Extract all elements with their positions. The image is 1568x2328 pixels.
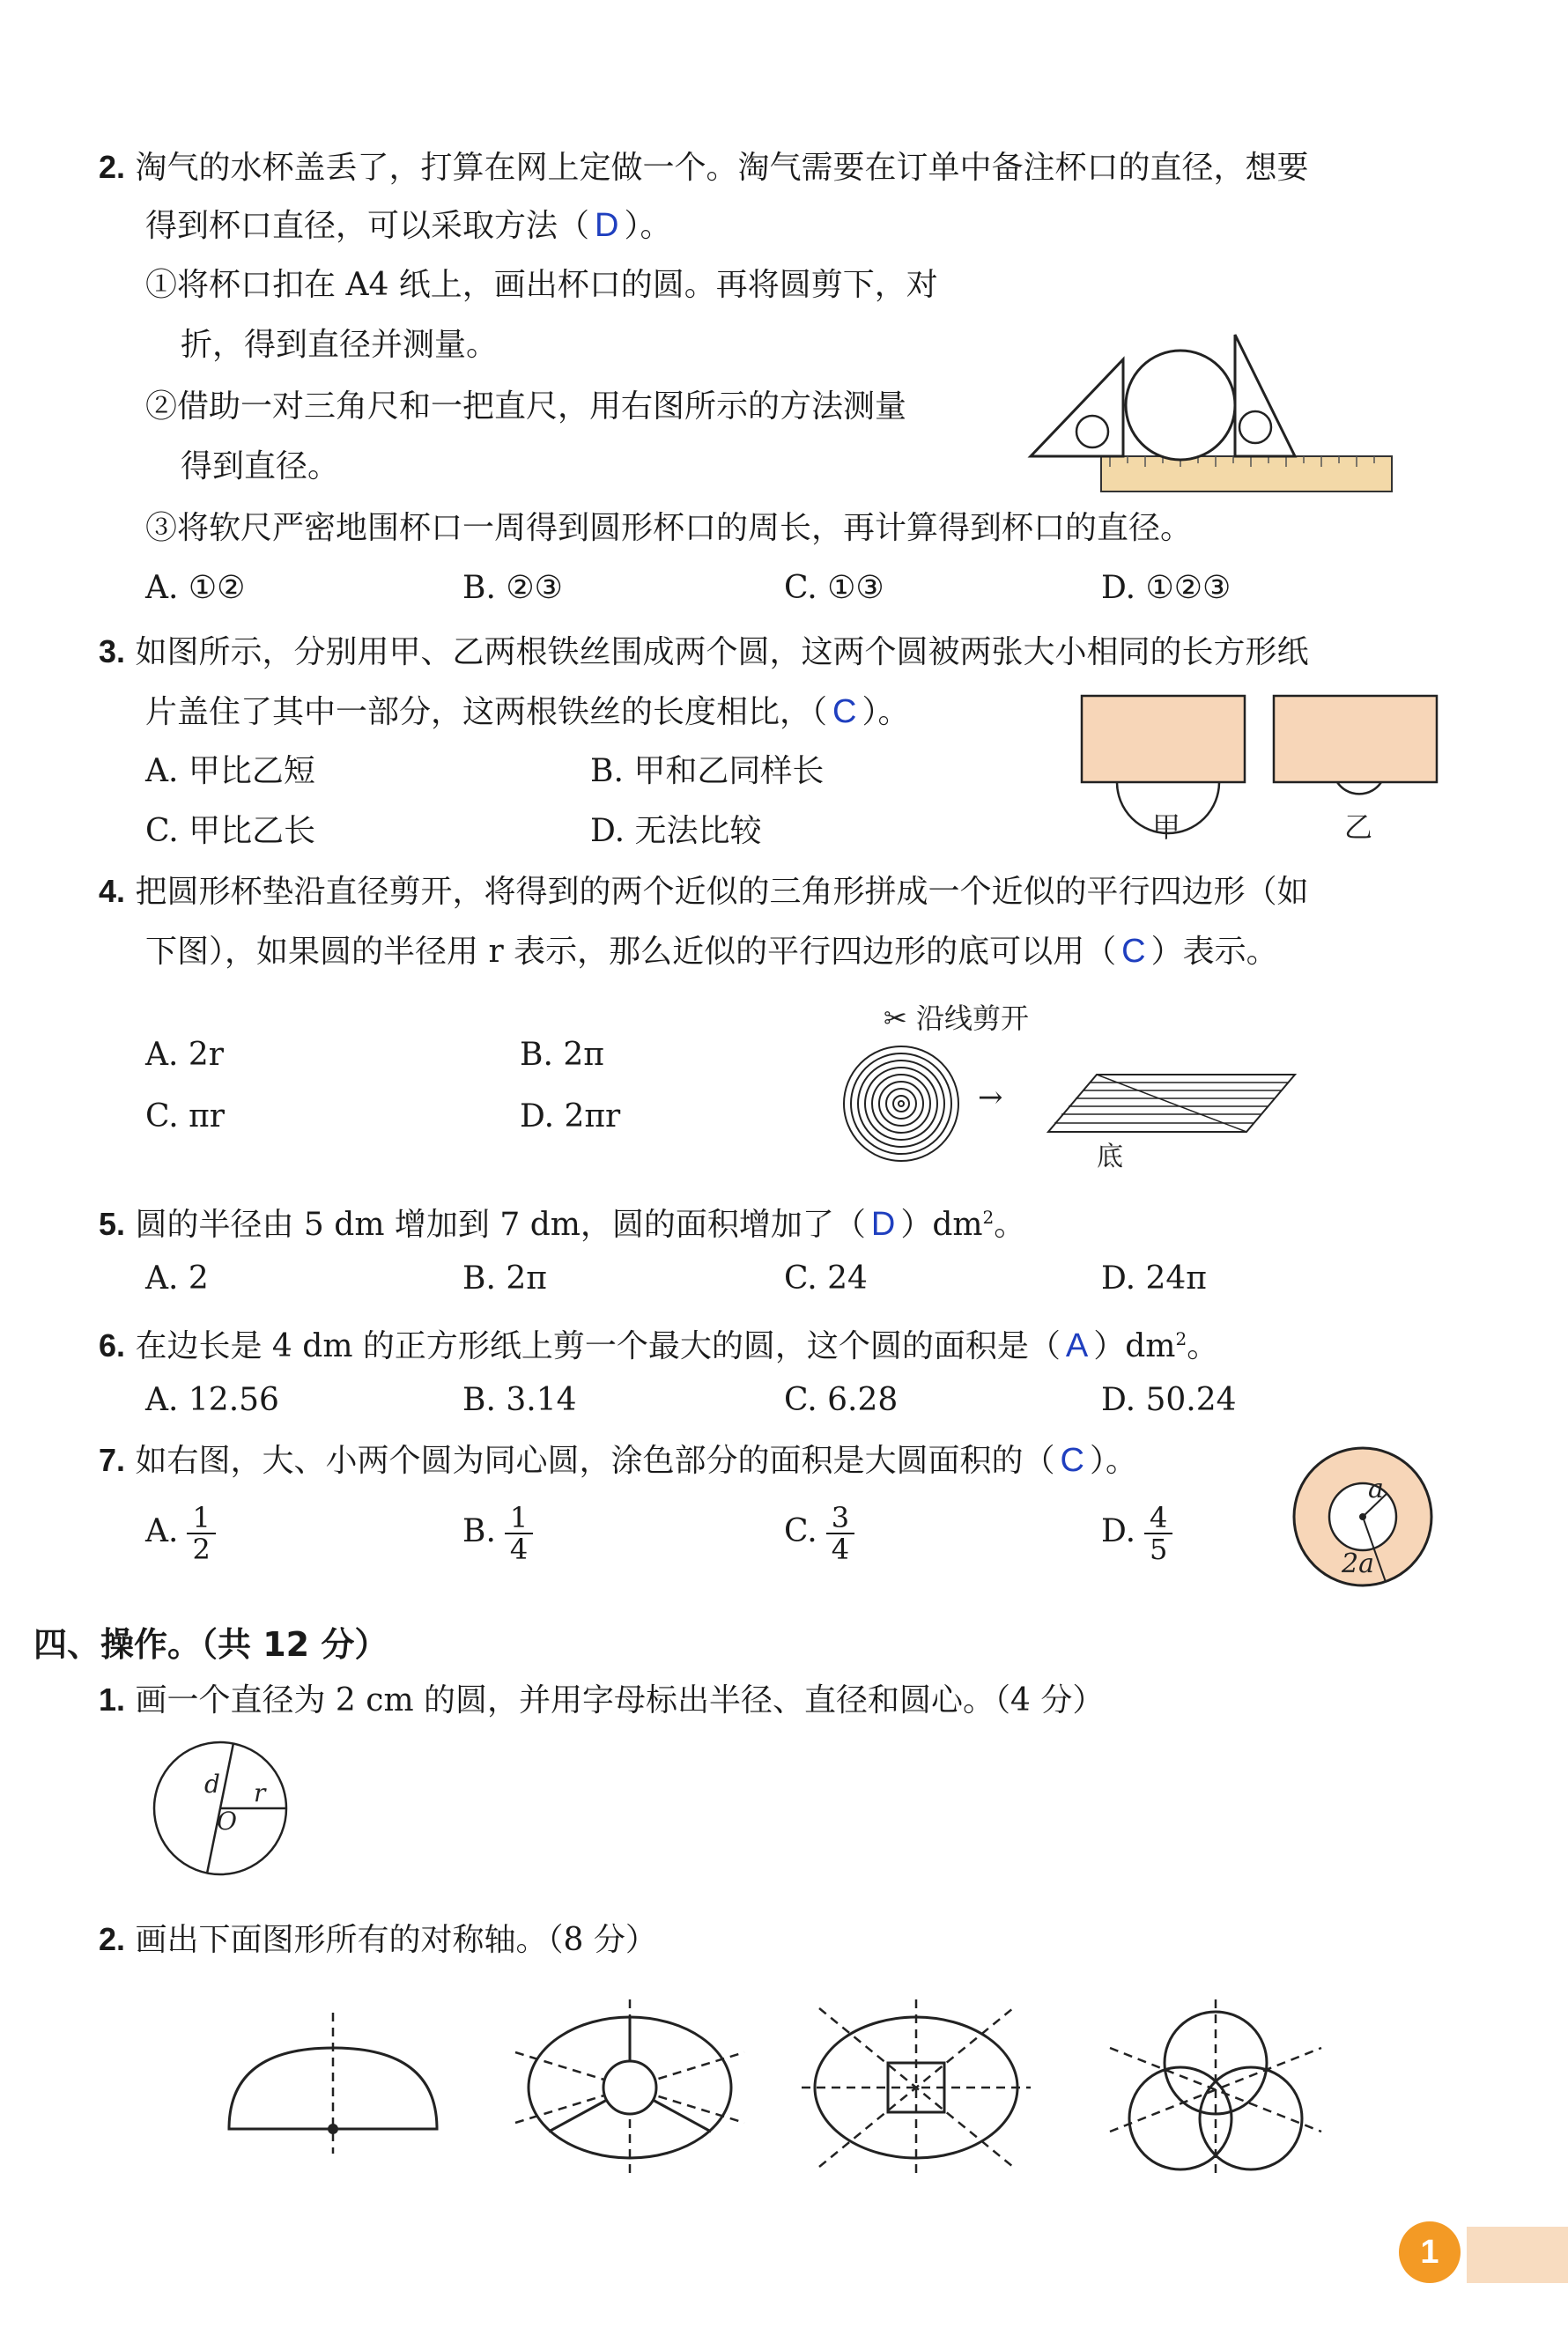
q4-line1 [99,872,1309,912]
q3-option-c: C. 甲比乙长 [145,813,316,849]
q4-cut-circle-figure [832,991,1308,1176]
cut-label: 沿线剪开 [916,1001,1030,1035]
q6-number: 6. [99,1327,126,1364]
q6-unit: ）dm [1093,1328,1176,1364]
q6-option-a: A. 12.56 [145,1382,279,1418]
q7-text-end: ）。 [1089,1443,1137,1479]
q2-answer: D [595,207,619,244]
q2-option-a: A. ①② [145,570,246,606]
q3-option-a: A. 甲比乙短 [145,753,315,789]
op1-line [99,1681,1104,1720]
page-number: 1 [1399,2221,1461,2283]
section-title: 四、操作。（共 12 分） [33,1625,388,1664]
q6-text: 在边长是 4 dm 的正方形纸上剪一个最大的圆，这个圆的面积是（ [135,1328,1061,1364]
label-o: O [217,1807,237,1836]
q2-number: 2. [99,149,126,185]
q5-text: 圆的半径由 5 dm 增加到 7 dm，圆的面积增加了（ [135,1207,866,1243]
fraction: $\frac{4}{5}$ [1144,1503,1172,1564]
label-d: d [204,1770,220,1799]
q2-method2-a: ②借助一对三角尺和一把直尺，用右图所示的方法测量 [145,388,907,425]
op2-number: 2. [99,1921,126,1957]
q3-text-2-end: ）。 [862,694,910,730]
fraction: $\frac{3}{4}$ [826,1503,854,1564]
q5-option-a: A. 2 [145,1260,209,1297]
q2-line1 [99,148,1309,188]
q3-covered-circles-figure [1082,687,1443,863]
label-a: a [1368,1474,1384,1504]
q3-line2 [145,692,909,732]
q2-option-b: B. ②③ [462,570,563,606]
q2-method1-a: ①将杯口扣在 A4 纸上，画出杯口的圆。再将圆剪下，对 [145,267,938,303]
q2-method1-b: 折，得到直径并测量。 [181,327,499,363]
ellipse-spokes-figure [515,1999,744,2176]
q4-number: 4. [99,873,126,909]
paper-jia [1082,696,1245,782]
q5-sup: 2 [982,1207,995,1228]
left-triangle [1031,359,1123,456]
q6-option-b: B. 3.14 [462,1382,577,1418]
q4-option-d: D. 2πr [520,1098,621,1134]
q6-end: 。 [1187,1328,1219,1364]
q2-option-c: C. ①③ [784,570,884,606]
q4-text-1: 把圆形杯垫沿直径剪开，将得到的两个近似的三角形拼成一个近似的平行四边形（如 [135,874,1309,910]
q3-text-2: 片盖住了其中一部分，这两根铁丝的长度相比，（ [145,694,828,730]
semicircle-figure [220,2013,449,2154]
q4-option-c: C. πr [145,1098,226,1134]
q7-text: 如右图，大、小两个圆为同心圆，涂色部分的面积是大圆面积的（ [135,1443,1055,1479]
q4-answer: C [1121,933,1146,970]
q2-text-2-end: ）。 [624,208,672,244]
q5-number: 5. [99,1206,126,1242]
q3-option-d: D. 无法比较 [590,813,762,849]
ellipse-square-figure [802,1999,1031,2176]
q4-option-b: B. 2π [520,1037,604,1073]
base-label: 底 [1097,1142,1123,1172]
q5-option-b: B. 2π [462,1260,547,1297]
q2-method3: ③将软尺严密地围杯口一周得到圆形杯口的周长，再计算得到杯口的直径。 [145,510,1193,546]
q4-option-a: A. 2r [145,1037,224,1073]
q7-number: 7. [99,1442,126,1478]
q7-option-b: B. $\frac{1}{4}$ [462,1503,533,1564]
q5-end: 。 [994,1207,1026,1243]
q7-option-d: D. $\frac{4}{5}$ [1101,1503,1172,1564]
fraction: $\frac{1}{2}$ [187,1503,215,1564]
label-r: r [254,1778,266,1807]
q3-line1 [99,632,1309,672]
scissors-icon: ✂ [884,1001,907,1035]
arrow-right-icon: → [978,1080,1003,1115]
q2-text-2: 得到杯口直径，可以采取方法（ [145,208,590,244]
label-jia: 甲 [1152,810,1181,844]
concentric-circles [844,1046,958,1161]
q2-option-d: D. ①②③ [1101,570,1231,606]
op1-text: 画一个直径为 2 cm 的圆，并用字母标出半径、直径和圆心。（4 分） [135,1682,1105,1718]
three-circles-figure [1101,1999,1330,2176]
q4-text-2: 下图），如果圆的半径用 r 表示，那么近似的平行四边形的底可以用（ [145,934,1117,970]
q5-option-d: D. 24π [1101,1260,1207,1297]
q2-triangle-ruler-figure [1031,317,1409,502]
q2-method2-b: 得到直径。 [181,448,340,484]
q4-text-2-end: ）表示。 [1150,934,1278,970]
q3-option-b: B. 甲和乙同样长 [590,753,825,789]
q3-answer: C [832,693,857,730]
op2-line [99,1920,657,1960]
fraction: $\frac{1}{4}$ [505,1503,533,1564]
cup-circle [1126,351,1235,460]
q3-text-1: 如图所示，分别用甲、乙两根铁丝围成两个圆，这两个圆被两张大小相同的长方形纸 [135,634,1309,670]
q5-unit: ）dm [900,1207,983,1243]
op1-number: 1. [99,1681,126,1718]
paper-yi [1274,696,1437,782]
op2-text: 画出下面图形所有的对称轴。（8 分） [135,1922,657,1958]
q4-line2 [145,932,1278,972]
label-yi: 乙 [1344,810,1373,844]
q2-text-1: 淘气的水杯盖丢了，打算在网上定做一个。淘气需要在订单中备注杯口的直径，想要 [135,150,1309,186]
q2-line2 [145,206,671,246]
q6-answer: A [1065,1327,1089,1364]
q5-option-c: C. 24 [784,1260,868,1297]
q6-option-c: C. 6.28 [784,1382,899,1418]
q7-option-c: C. $\frac{3}{4}$ [784,1503,854,1564]
op1-drawn-circle [150,1740,300,1881]
q3-number: 3. [99,633,126,669]
q5-line [99,1198,1025,1245]
q7-annulus-figure [1291,1445,1440,1594]
q6-option-d: D. 50.24 [1101,1382,1237,1418]
q7-answer: C [1060,1442,1084,1479]
q6-line [99,1319,1218,1366]
q7-option-a: A. $\frac{1}{2}$ [145,1503,216,1564]
q5-answer: D [870,1206,896,1243]
q7-line [99,1441,1137,1481]
label-2a: 2a [1342,1548,1374,1579]
page-corner-decoration [1467,2227,1568,2283]
q6-sup: 2 [1175,1328,1187,1349]
